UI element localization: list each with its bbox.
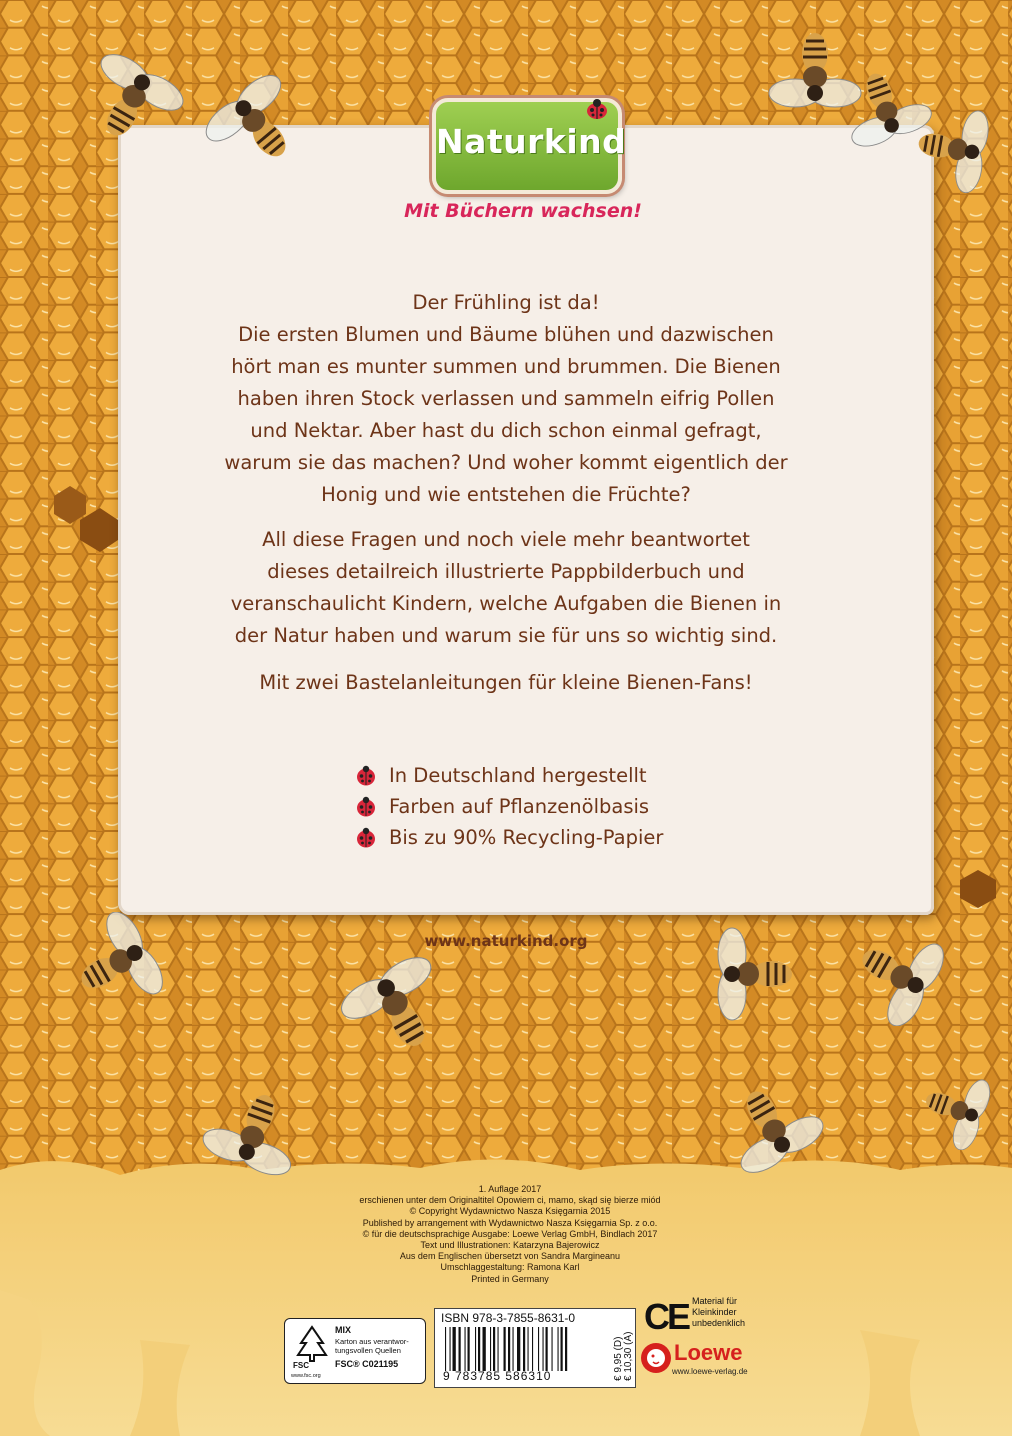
ce-note-line: unbedenklich (692, 1318, 746, 1328)
barcode-bars (443, 1327, 603, 1371)
brand-name: Naturkind (436, 122, 627, 161)
bee-icon (198, 1080, 308, 1190)
paragraph-bonus: Mit zwei Bastelanleitungen für kleine Bienen-Fans! (259, 671, 753, 694)
feature-text: Bis zu 90% Recycling-Papier (389, 826, 664, 849)
imprint-line: Published by arrangement with Wydawnictwo Nasza Księgarnia Sp. z o.o. (362, 1217, 658, 1228)
imprint (330, 1184, 690, 1285)
ce-mark: CE (644, 1296, 689, 1337)
text-line: Die ersten Blumen und Bäume blühen und dazwischen (238, 323, 774, 346)
ladybug-icon (355, 827, 377, 849)
text-line: veranschaulicht Kindern, welche Aufgaben die Bienen in (230, 592, 782, 615)
bee-icon (336, 950, 456, 1060)
bee-icon (840, 926, 960, 1026)
isbn: ISBN 978-3-7855-8631-0 (441, 1311, 576, 1325)
imprint-line: 1. Auflage 2017 (478, 1184, 542, 1194)
imprint-line: Printed in Germany (471, 1273, 549, 1284)
ladybug-icon (355, 765, 377, 787)
feature-item (355, 822, 663, 853)
bee-icon (200, 72, 310, 172)
imprint-line: Aus dem Englischen übersetzt von Sandra Margineanu (399, 1251, 621, 1262)
price-austria: € 10,30 (A) (623, 1331, 634, 1381)
fsc-code: FSC® C021195 (335, 1359, 399, 1369)
feature-text: Farben auf Pflanzenölbasis (389, 795, 650, 818)
bee-icon (906, 1070, 1010, 1150)
website-link[interactable]: www.naturkind.org (424, 932, 588, 950)
paragraph-summary (170, 524, 842, 652)
feature-item (355, 791, 663, 822)
imprint-line: erschienen unter dem Originaltitel Opowiem ci, mamo, skąd się bierze miód (359, 1195, 661, 1206)
fsc-desc-line: tungsvollen Quellen (335, 1346, 401, 1355)
publisher-url[interactable]: www.loewe-verlag.de (672, 1367, 748, 1376)
bee-icon (64, 912, 174, 1012)
feature-item (355, 760, 663, 791)
fsc-mix: MIX (335, 1325, 352, 1335)
text-line: Honig und wie entstehen die Früchte? (321, 483, 691, 506)
feature-text: In Deutschland hergestellt (389, 764, 647, 787)
text-line: dieses detailreich illustrierte Pappbilderbuch und (267, 560, 745, 583)
text-line: Der Frühling ist da! (412, 291, 600, 314)
naturkind-logo (432, 98, 627, 194)
publisher-name: Loewe (674, 1340, 743, 1365)
fsc-badge (284, 1318, 426, 1384)
ce-note (692, 1296, 745, 1329)
imprint-line: © für die deutschsprachige Ausgabe: Loewe Verlag GmbH, Bindlach 2017 (362, 1228, 658, 1239)
text-line: der Natur haben und warum sie für uns so wichtig sind. (234, 624, 778, 647)
barcode-panel (434, 1308, 636, 1388)
price-germany: € 9,95 (D) (613, 1336, 624, 1381)
feature-list (355, 760, 663, 853)
ce-note-line: Kleinkinder (692, 1307, 737, 1317)
text-line: All diese Fragen und noch viele mehr beantwortet (262, 528, 750, 551)
bee-icon (78, 48, 188, 148)
ladybug-icon (355, 796, 377, 818)
imprint-line: © Copyright Wydawnictwo Nasza Księgarnia 2015 (409, 1206, 611, 1217)
fsc-label: FSC (293, 1361, 309, 1370)
fsc-url: www.fsc.org (291, 1373, 321, 1379)
bee-icon (690, 924, 810, 1024)
imprint-line: Text und Illustrationen: Katarzyna Bajerowicz (420, 1240, 600, 1251)
fsc-description (335, 1337, 409, 1355)
text-line: warum sie das machen? Und woher kommt eigentlich der (224, 451, 788, 474)
ce-note-line: Material für (692, 1296, 738, 1306)
text-line: haben ihren Stock verlassen und sammeln eifrig Pollen (237, 387, 775, 410)
bee-icon (718, 1074, 828, 1184)
barcode-number: 9 783785 586310 (443, 1369, 552, 1383)
slogan: Mit Büchern wachsen! (404, 200, 642, 222)
price-column (611, 1313, 633, 1383)
paragraph-intro (170, 287, 842, 511)
fsc-desc-line: Karton aus verantwor- (335, 1337, 409, 1346)
imprint-line: Umschlaggestaltung: Ramona Karl (440, 1262, 580, 1273)
ladybug-icon (584, 98, 610, 120)
text-line: und Nektar. Aber hast du dich schon einmal gefragt, (250, 419, 762, 442)
text-line: hört man es munter summen und brummen. Die Bienen (231, 355, 781, 378)
lion-icon (640, 1338, 672, 1378)
bee-icon (904, 104, 1008, 194)
